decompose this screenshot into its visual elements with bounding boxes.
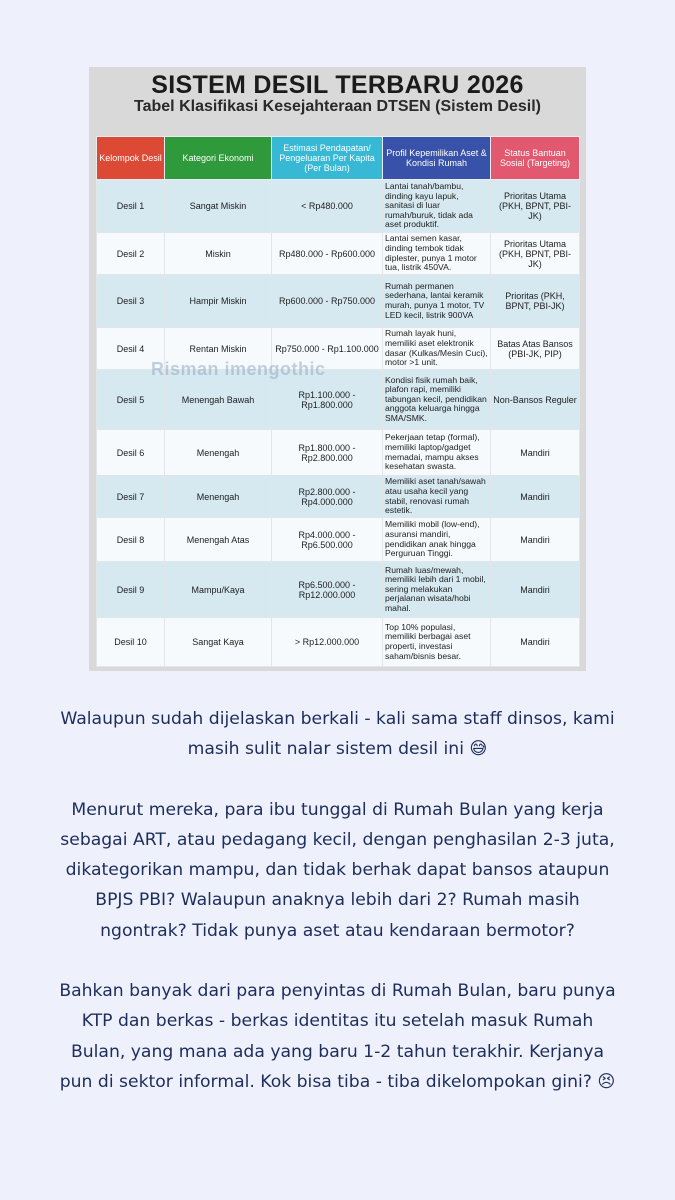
cell-profil: Rumah permanen sederhana, lantai keramik murah, punya 1 motor, TV LED kecil, listrik 900VA — [383, 275, 491, 328]
table-header-row — [97, 137, 580, 180]
cell-desil: Desil 9 — [97, 562, 165, 618]
caption-paragraph-3: Bahkan banyak dari para penyintas di Rumah Bulan, baru punya KTP dan berkas - berkas identitas itu setelah masuk Rumah Bulan, yang mana ada yang baru 1-2 tahun terakhir. Kerjanya pun di sektor informal. Kok bisa tiba - tiba dikelompokan gini? 😣 — [59, 981, 616, 1092]
cell-estimasi: < Rp480.000 — [272, 180, 383, 233]
cell-estimasi: > Rp12.000.000 — [272, 618, 383, 667]
cell-estimasi: Rp600.000 - Rp750.000 — [272, 275, 383, 328]
cell-desil: Desil 5 — [97, 370, 165, 430]
cell-estimasi: Rp4.000.000 - Rp6.500.000 — [272, 518, 383, 562]
table-row — [97, 233, 580, 275]
cell-status: Prioritas Utama (PKH, BPNT, PBI-JK) — [491, 180, 580, 233]
header-status-bantuan: Status Bantuan Sosial (Targeting) — [491, 137, 580, 180]
table-row — [97, 180, 580, 233]
cell-kategori: Menengah — [165, 430, 272, 476]
cell-kategori: Hampir Miskin — [165, 275, 272, 328]
cell-desil: Desil 10 — [97, 618, 165, 667]
cell-estimasi: Rp750.000 - Rp1.100.000 — [272, 328, 383, 370]
cell-status: Mandiri — [491, 518, 580, 562]
cell-status: Mandiri — [491, 430, 580, 476]
cell-kategori: Miskin — [165, 233, 272, 275]
story-caption — [56, 704, 619, 1127]
cell-estimasi: Rp2.800.000 - Rp4.000.000 — [272, 476, 383, 518]
infographic-image[interactable] — [89, 67, 586, 671]
header-kelompok-desil: Kelompok Desil — [97, 137, 165, 180]
cell-estimasi: Rp1.100.000 - Rp1.800.000 — [272, 370, 383, 430]
table-row — [97, 562, 580, 618]
cell-profil: Memiliki aset tanah/sawah atau usaha kecil yang stabil, renovasi rumah estetik. — [383, 476, 491, 518]
cell-status: Batas Atas Bansos (PBI-JK, PIP) — [491, 328, 580, 370]
cell-status: Mandiri — [491, 562, 580, 618]
infographic-title: SISTEM DESIL TERBARU 2026 — [151, 71, 524, 99]
cell-desil: Desil 7 — [97, 476, 165, 518]
cell-kategori: Menengah — [165, 476, 272, 518]
cell-status: Mandiri — [491, 618, 580, 667]
header-profil-aset: Profil Kepemilikan Aset & Kondisi Rumah — [383, 137, 491, 180]
cell-desil: Desil 3 — [97, 275, 165, 328]
table-row — [97, 430, 580, 476]
cell-kategori: Menengah Atas — [165, 518, 272, 562]
cell-desil: Desil 2 — [97, 233, 165, 275]
cell-profil: Memiliki mobil (low-end), asuransi mandiri, pendidikan anak hingga Perguruan Tinggi. — [383, 518, 491, 562]
cell-profil: Lantai semen kasar, dinding tembok tidak diplester, punya 1 motor tua, listrik 450VA. — [383, 233, 491, 275]
table-row — [97, 275, 580, 328]
cell-desil: Desil 6 — [97, 430, 165, 476]
cell-kategori: Sangat Miskin — [165, 180, 272, 233]
desil-table-container — [96, 136, 579, 667]
cell-desil: Desil 8 — [97, 518, 165, 562]
cell-kategori: Sangat Kaya — [165, 618, 272, 667]
caption-paragraph-1: Walaupun sudah dijelaskan berkali - kali sama staff dinsos, kami masih sulit nalar sistem desil ini 😅 — [60, 709, 615, 760]
cell-kategori: Mampu/Kaya — [165, 562, 272, 618]
desil-table — [96, 136, 580, 667]
cell-status: Prioritas Utama (PKH, BPNT, PBI-JK) — [491, 233, 580, 275]
caption-paragraph-2: Menurut mereka, para ibu tunggal di Rumah Bulan yang kerja sebagai ART, atau pedagang kecil, dengan penghasilan 2-3 juta, dikategorikan mampu, dan tidak berhak dapat bansos ataupun BPJS PBI? Walaupun anaknya lebih dari 2? Rumah masih ngontrak? Tidak punya aset atau kendaraan bermotor? — [60, 799, 615, 941]
cell-estimasi: Rp6.500.000 - Rp12.000.000 — [272, 562, 383, 618]
cell-profil: Pekerjaan tetap (formal), memiliki laptop/gadget memadai, mampu akses kesehatan swasta. — [383, 430, 491, 476]
cell-estimasi: Rp1.800.000 - Rp2.800.000 — [272, 430, 383, 476]
table-row — [97, 476, 580, 518]
cell-status: Mandiri — [491, 476, 580, 518]
cell-profil: Rumah layak huni, memiliki aset elektronik dasar (Kulkas/Mesin Cuci), motor >1 unit. — [383, 328, 491, 370]
cell-profil: Top 10% populasi, memiliki berbagai aset properti, investasi saham/bisnis besar. — [383, 618, 491, 667]
cell-status: Prioritas (PKH, BPNT, PBI-JK) — [491, 275, 580, 328]
cell-kategori: Rentan Miskin — [165, 328, 272, 370]
header-kategori-ekonomi: Kategori Ekonomi — [165, 137, 272, 180]
cell-kategori: Menengah Bawah — [165, 370, 272, 430]
table-row — [97, 518, 580, 562]
cell-desil: Desil 1 — [97, 180, 165, 233]
cell-estimasi: Rp480.000 - Rp600.000 — [272, 233, 383, 275]
table-row — [97, 618, 580, 667]
cell-profil: Rumah luas/mewah, memiliki lebih dari 1 mobil, sering melakukan perjalanan wisata/hobi mahal. — [383, 562, 491, 618]
cell-profil: Lantai tanah/bambu, dinding kayu lapuk, sanitasi di luar rumah/buruk, tidak ada aset produktif. — [383, 180, 491, 233]
cell-status: Non-Bansos Reguler — [491, 370, 580, 430]
watermark-text: Risman imengothic — [151, 359, 326, 379]
header-estimasi-pendapatan: Estimasi Pendapatan/ Pengeluaran Per Kapita (Per Bulan) — [272, 137, 383, 180]
cell-profil: Kondisi fisik rumah baik, plafon rapi, memiliki tabungan kecil, pendidikan anggota keluarga hingga SMA/SMK. — [383, 370, 491, 430]
infographic-subtitle: Tabel Klasifikasi Kesejahteraan DTSEN (Sistem Desil) — [134, 98, 541, 115]
cell-desil: Desil 4 — [97, 328, 165, 370]
